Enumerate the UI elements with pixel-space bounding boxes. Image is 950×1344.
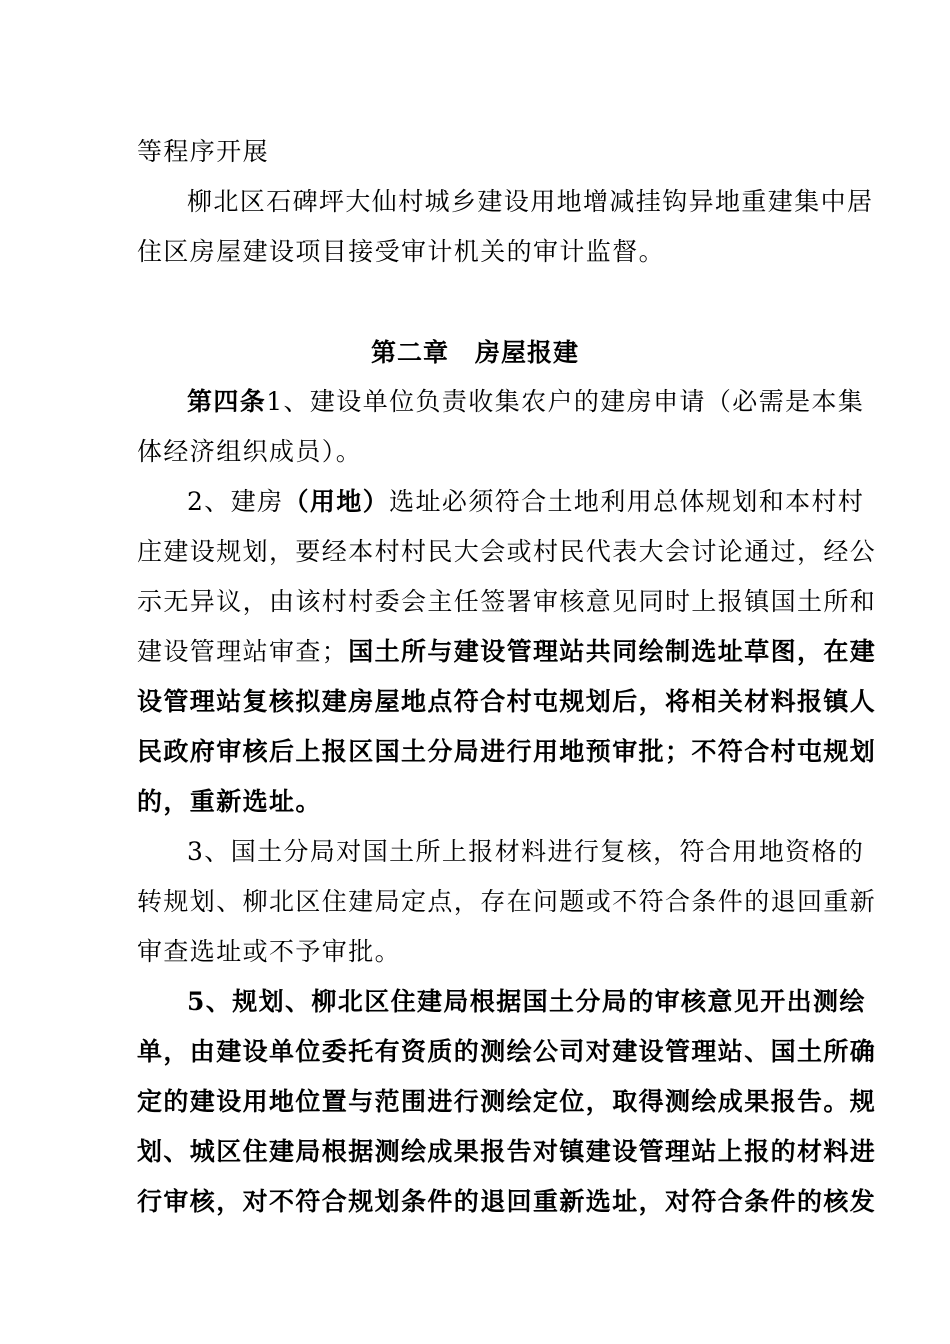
item-5-line-4: 划、城区住建局根据测绘成果报告对镇建设管理站上报的材料进 xyxy=(137,1137,877,1166)
item-3-line-1: 3、国土分局对国土所上报材料进行复核，符合用地资格的 xyxy=(187,837,865,866)
paragraph-continuation: 等程序开展 xyxy=(137,137,270,166)
item-2-text-c: 选址必须符合土地利用总体规划和本村村 xyxy=(389,487,865,516)
article-4-line-1 xyxy=(187,385,865,419)
item-5-line-1: 5、规划、柳北区住建局根据国土分局的审核意见开出测绘 xyxy=(187,987,866,1016)
article-4-line-2: 体经济组织成员）。 xyxy=(137,437,363,466)
item-2-line-7: 的，重新选址。 xyxy=(137,787,322,816)
chapter-heading xyxy=(0,336,950,370)
item-3-line-2: 转规划、柳北区住建局定点，存在问题或不符合条件的退回重新 xyxy=(137,887,877,916)
article-4-item-1-text: 1、建设单位负责收集农户的建房申请（必需是本集 xyxy=(266,387,865,416)
item-2-line-4-normal: 建设管理站审查； xyxy=(137,637,349,666)
item-2-text-a: 2、建房 xyxy=(187,487,284,516)
item-5-line-5: 行审核，对不符合规划条件的退回重新选址，对符合条件的核发 xyxy=(137,1187,877,1216)
chapter-title: 房屋报建 xyxy=(475,338,580,367)
item-2-line-4 xyxy=(137,635,877,669)
item-2-line-2: 庄建设规划，要经本村村民大会或村民代表大会讨论通过，经公 xyxy=(137,537,877,566)
chapter-number: 第二章 xyxy=(370,338,449,367)
item-2-line-3: 示无异议，由该村村委会主任签署审核意见同时上报镇国土所和 xyxy=(137,587,877,616)
article-4-label: 第四条 xyxy=(187,387,267,416)
item-3-line-3: 审查选址或不予审批。 xyxy=(137,937,402,966)
item-2-line-1 xyxy=(187,485,865,519)
audit-paragraph-line-2: 住区房屋建设项目接受审计机关的审计监督。 xyxy=(137,237,666,266)
item-2-line-6: 民政府审核后上报区国土分局进行用地预审批；不符合村屯规划 xyxy=(137,737,877,766)
item-5-line-3: 定的建设用地位置与范围进行测绘定位，取得测绘成果报告。规 xyxy=(137,1087,877,1116)
item-2-line-4-bold: 国土所与建设管理站共同绘制选址草图，在建 xyxy=(348,637,877,666)
audit-paragraph-line-1: 柳北区石碑坪大仙村城乡建设用地增减挂钩异地重建集中居 xyxy=(187,187,874,216)
item-5-line-2: 单，由建设单位委托有资质的测绘公司对建设管理站、国土所确 xyxy=(137,1037,877,1066)
item-2-line-5: 设管理站复核拟建房屋地点符合村屯规划后，将相关材料报镇人 xyxy=(137,687,877,716)
item-2-text-bold: （用地） xyxy=(283,487,390,516)
